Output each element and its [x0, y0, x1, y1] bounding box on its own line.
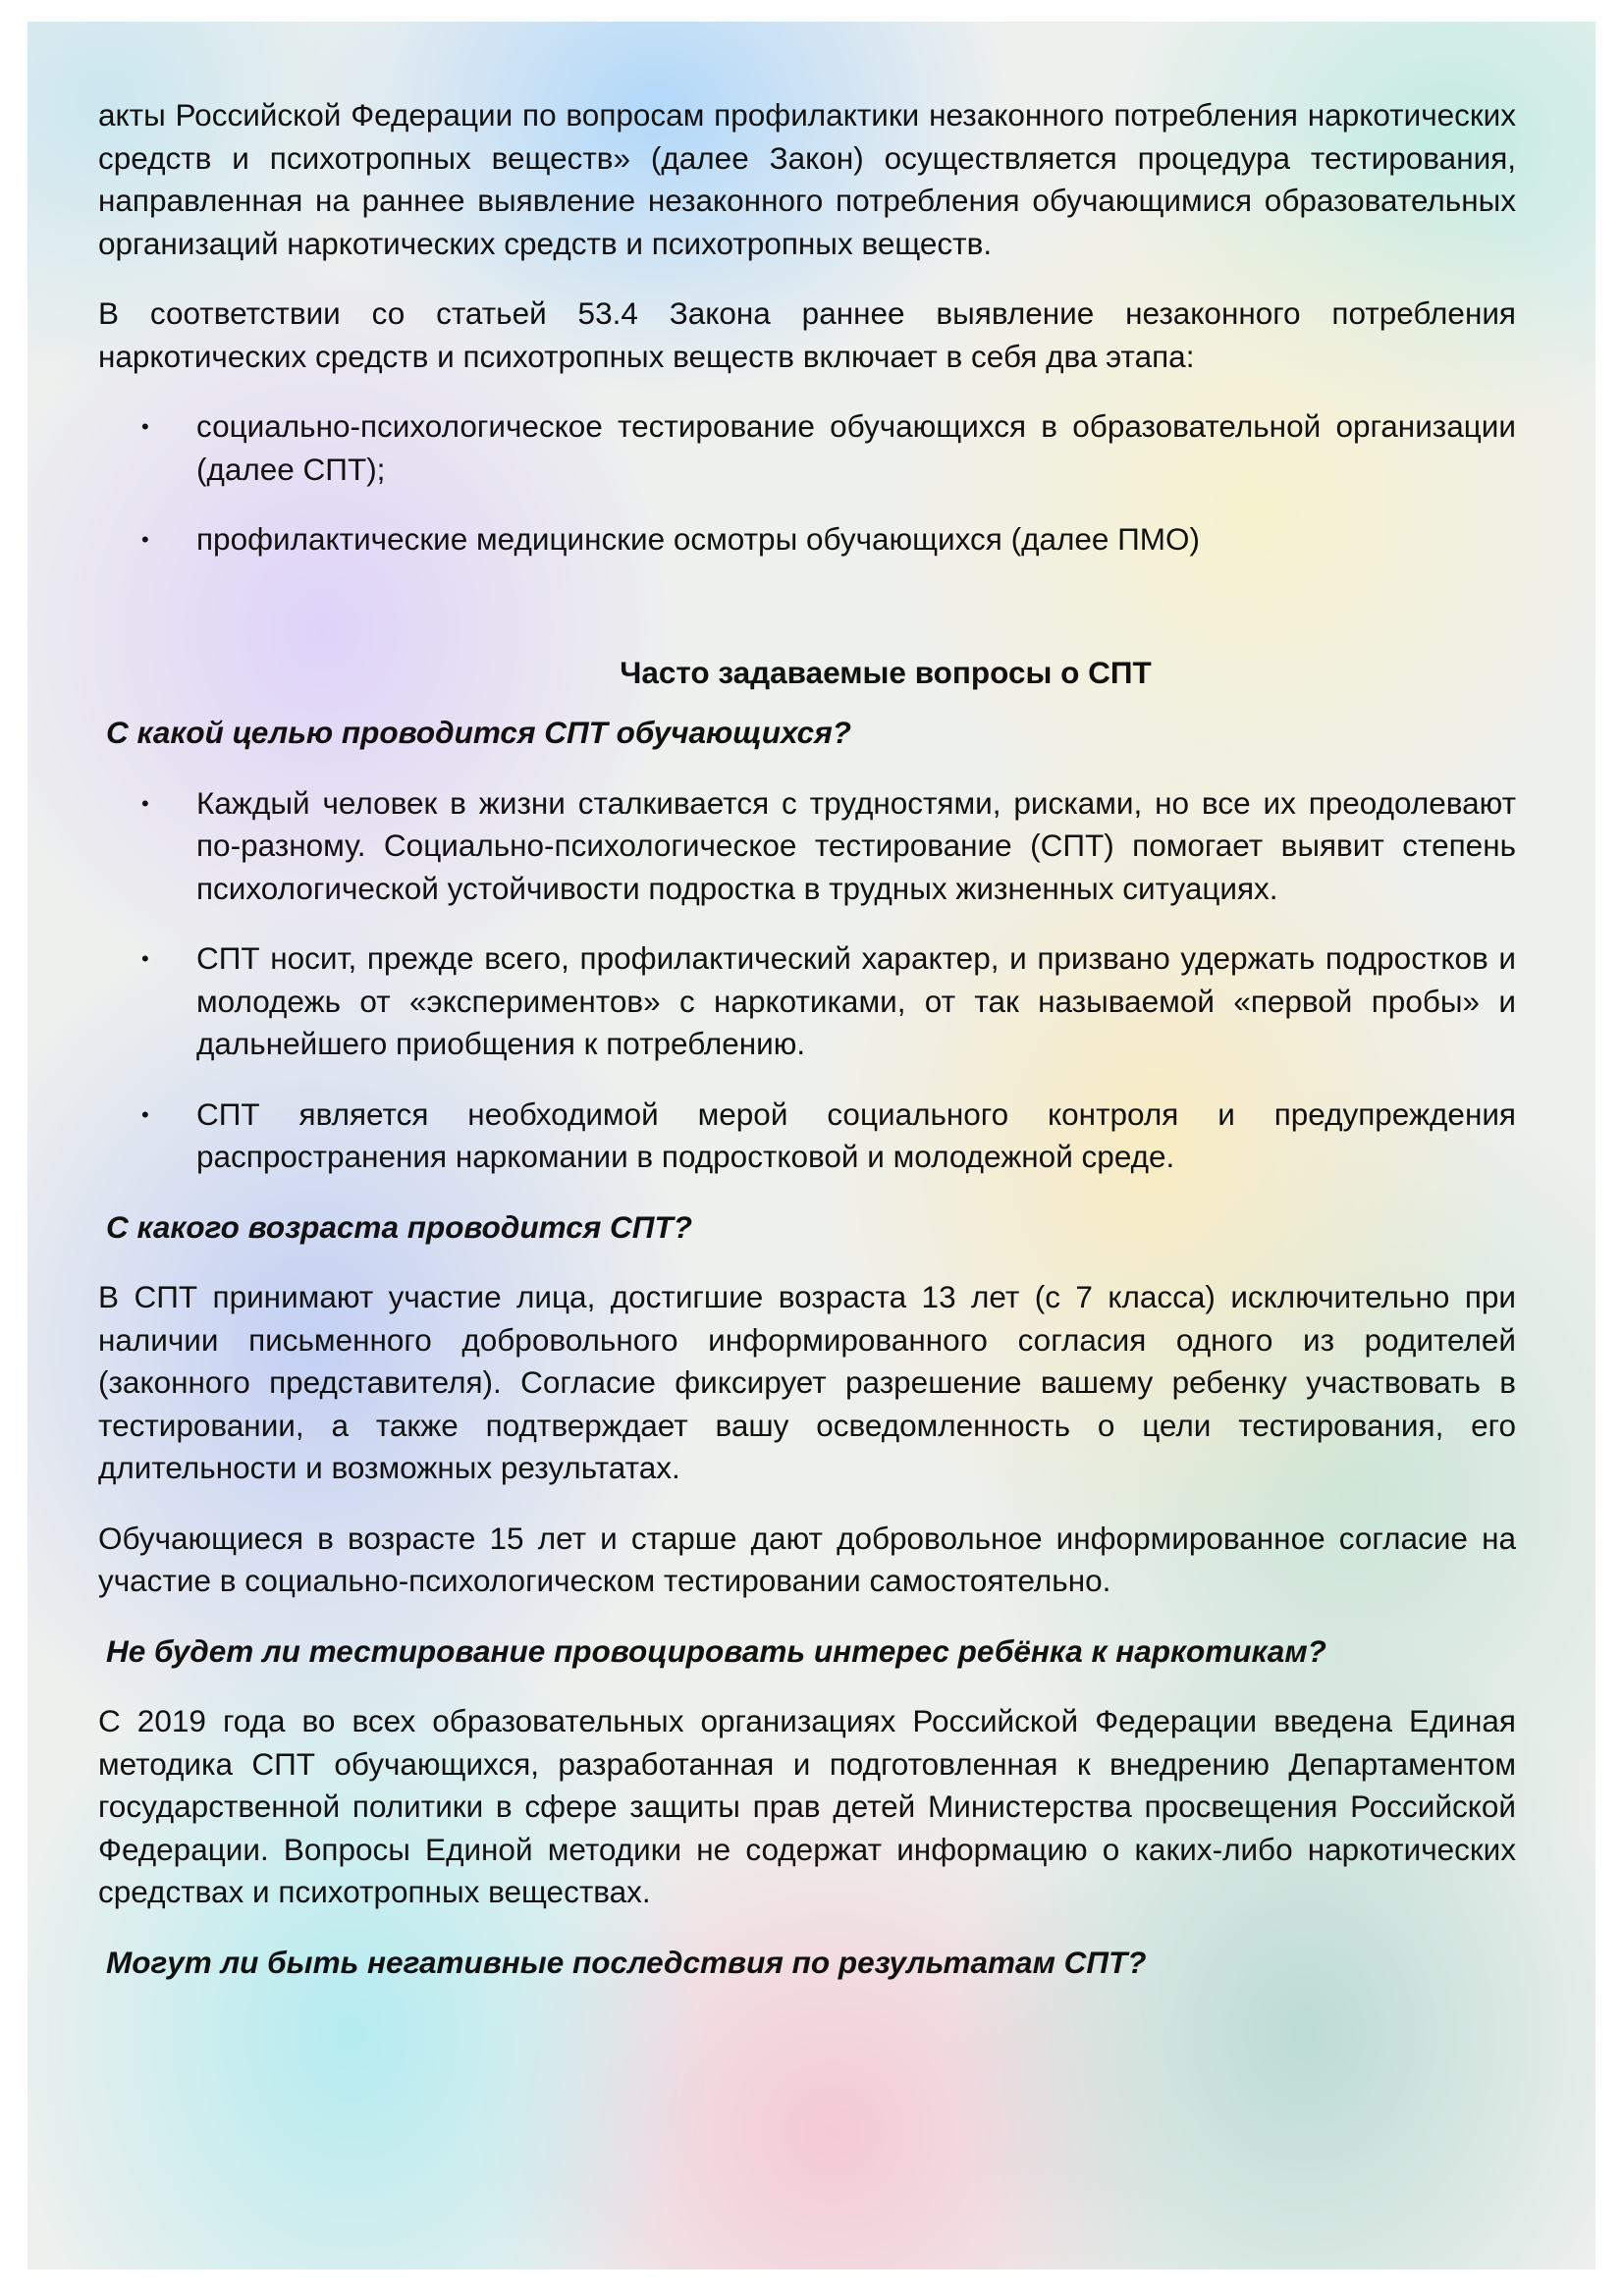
faq-question-consequences: Могут ли быть негативные последствия по результатам СПТ? — [106, 1944, 1147, 1980]
bullet-icon: • — [141, 527, 149, 552]
list-item — [98, 518, 1516, 561]
intro-paragraph-2: В соответствии со статьей 53.4 Закона раннее выявление незаконного потребления наркотических средств и психотропных веществ включает в себя два этапа: — [98, 295, 1516, 374]
list-item-text: социально-психологическое тестирование обучающихся в образовательной организации (далее СПТ); — [196, 408, 1516, 487]
faq-question-purpose: С какой целью проводится СПТ обучающихся? — [106, 715, 851, 750]
bullet-icon: • — [141, 1101, 149, 1127]
faq-title: Часто задаваемые вопросы о СПТ — [620, 654, 1152, 690]
intro-paragraph-1: акты Российской Федерации по вопросам профилактики незаконного потребления наркотических средств и психотропных веществ» (далее Закон) осуществляется процедура тестирования, направленная на раннее выявление незаконного потребления обучающимися образовательных организаций наркотических средств и психотропных веществ. — [98, 97, 1516, 261]
list-item-text: СПТ носит, прежде всего, профилактический характер, и призвано удержать подростков и молодежь от «экспериментов» с наркотиками, от так называемой «первой пробы» и дальнейшего приобщения к потреблению. — [196, 940, 1516, 1061]
list-item-text: СПТ является необходимой мерой социального контроля и предупреждения распространения наркомании в подростковой и молодежной среде. — [196, 1095, 1516, 1174]
list-item — [98, 782, 1516, 911]
list-item — [98, 937, 1516, 1066]
bullet-icon: • — [141, 790, 149, 816]
document-body — [98, 94, 1516, 2011]
faq-question-age: С какого возраста проводится СПТ? — [106, 1208, 692, 1245]
list-item — [98, 1094, 1516, 1179]
bullet-icon: • — [141, 946, 149, 971]
faq-question-interest: Не будет ли тестирование провоцировать интерес ребёнка к наркотикам? — [106, 1632, 1326, 1669]
bullet-icon: • — [141, 414, 149, 439]
list-item-text: Каждый человек в жизни сталкивается с трудностями, рисками, но все их преодолевают по-разному. Социально-психологическое тестирование (СПТ) помогает выявит степень психологической устойчивости подростка в трудных жизненных ситуациях. — [196, 784, 1516, 906]
list-item-text: профилактические медицинские осмотры обучающихся (далее ПМО) — [196, 521, 1201, 557]
age-paragraph-2: Обучающиеся в возрасте 15 лет и старше дают добровольное информированное согласие на участие в социально-психологическом тестировании самостоятельно. — [98, 1520, 1516, 1598]
age-paragraph-1: В СПТ принимают участие лица, достигшие возраста 13 лет (с 7 класса) исключительно при наличии письменного добровольного информированного согласия одного из родителей (законного представителя). Согласие фиксирует разрешение вашему ребенку участвовать в тестировании, а также подтверждает вашу осведомленность о цели тестирования, его длительности и возможных результатах. — [98, 1279, 1516, 1485]
list-item — [98, 405, 1516, 491]
stages-list — [98, 405, 1516, 561]
interest-paragraph: С 2019 года во всех образовательных организациях Российской Федерации введена Единая методика СПТ обучающихся, разработанная и подготовленная к внедрению Департаментом государственной политики в сфере защиты прав детей Министерства просвещения Российской Федерации. Вопросы Единой методики не содержат информацию о каких-либо наркотических средствах и психотропных веществах. — [98, 1703, 1516, 1909]
purpose-list — [98, 782, 1516, 1179]
